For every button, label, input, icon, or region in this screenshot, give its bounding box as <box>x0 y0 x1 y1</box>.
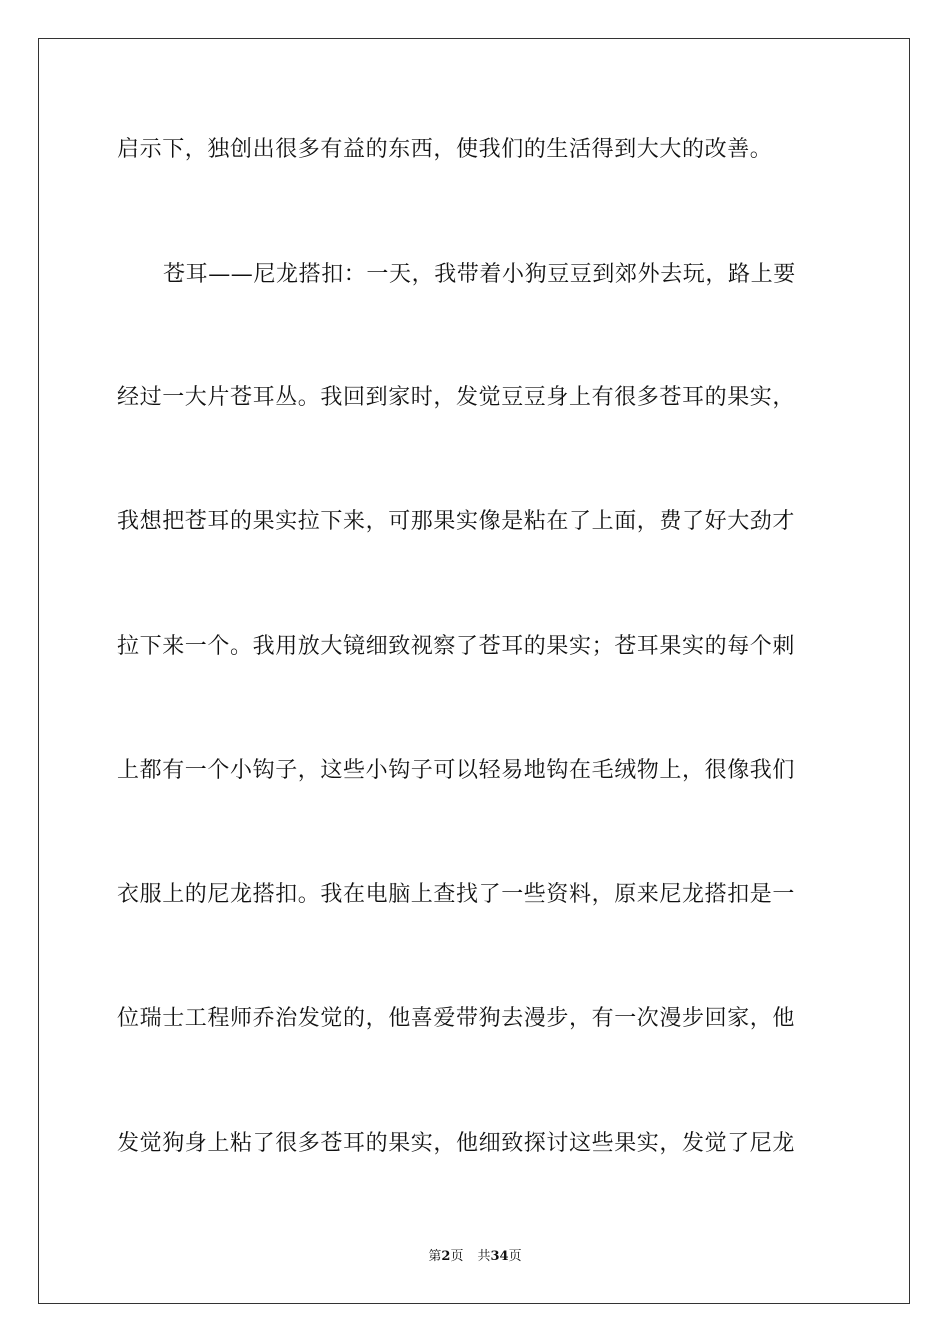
paragraph-line-1: 启示下，独创出很多有益的东西，使我们的生活得到大大的改善。 <box>117 137 773 162</box>
footer-total-pages: 34 <box>490 1249 509 1264</box>
paragraph-line-3: 经过一大片苍耳丛。我回到家时，发觉豆豆身上有很多苍耳的果实， <box>117 385 796 410</box>
paragraph-line-8: 位瑞士工程师乔治发觉的，他喜爱带狗去漫步，有一次漫步回家，他 <box>117 1006 796 1031</box>
footer-total-prefix: 共 <box>477 1249 491 1264</box>
paragraph-line-9: 发觉狗身上粘了很多苍耳的果实，他细致探讨这些果实，发觉了尼龙 <box>117 1131 796 1156</box>
paragraph-line-4: 我想把苍耳的果实拉下来，可那果实像是粘在了上面，费了好大劲才 <box>117 509 796 534</box>
paragraph-line-2: 苍耳——尼龙搭扣：一天，我带着小狗豆豆到郊外去玩，路上要 <box>163 262 796 287</box>
footer-page-number: 2 <box>441 1249 451 1264</box>
footer-total-suffix: 页 <box>508 1249 522 1264</box>
paragraph-line-5: 拉下来一个。我用放大镜细致视察了苍耳的果实；苍耳果实的每个刺 <box>117 634 796 659</box>
footer-page-prefix: 第 <box>428 1249 442 1264</box>
paragraph-line-7: 衣服上的尼龙搭扣。我在电脑上查找了一些资料，原来尼龙搭扣是一 <box>117 882 796 907</box>
paragraph-line-6: 上都有一个小钩子，这些小钩子可以轻易地钩在毛绒物上，很像我们 <box>117 758 796 783</box>
page-footer <box>0 1248 950 1266</box>
footer-page-suffix: 页 <box>450 1249 464 1264</box>
page-border <box>38 38 910 1304</box>
